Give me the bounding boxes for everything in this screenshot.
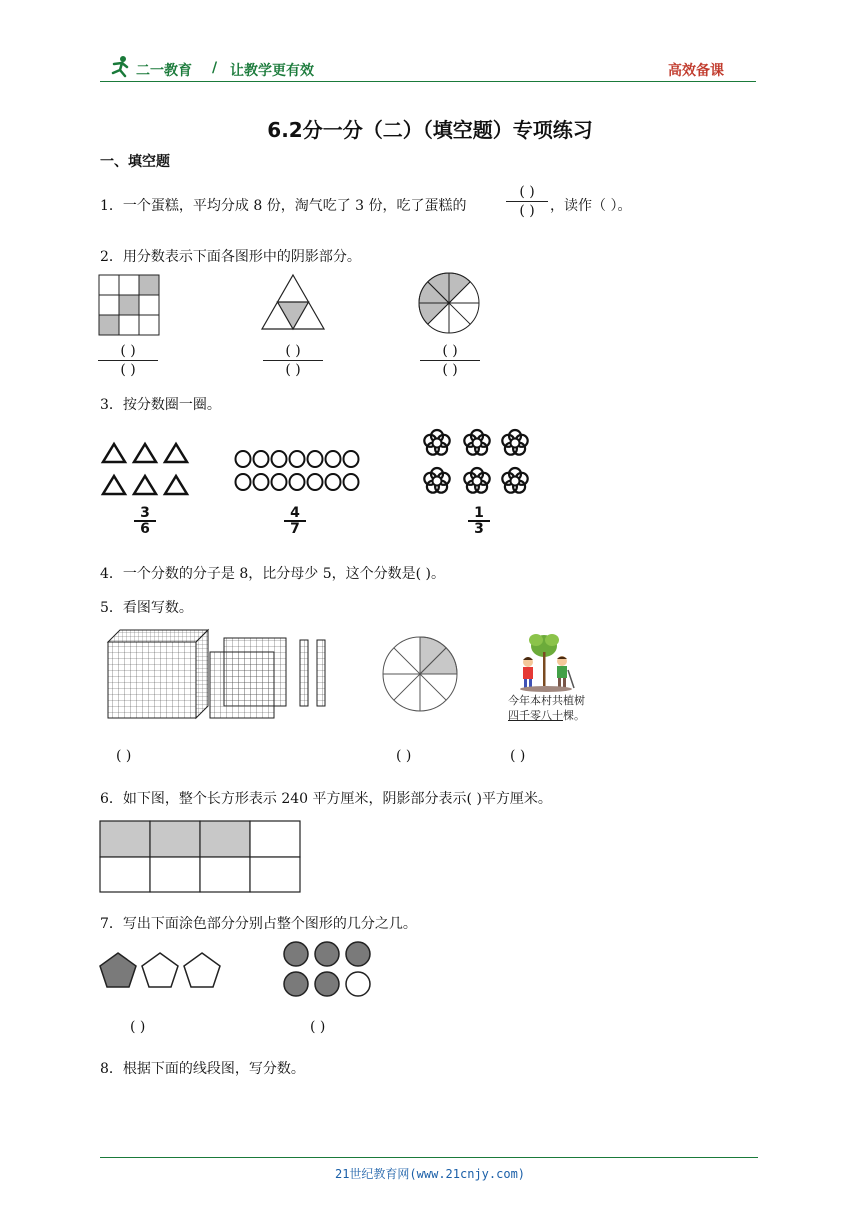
footer-text: 21世纪教育网(www.21cnjy.com) bbox=[334, 1167, 526, 1181]
question-7: 7．写出下面涂色部分分别占整个图形的几分之几。 bbox=[100, 916, 417, 932]
footer-divider bbox=[100, 1157, 758, 1158]
q6-rectangle-figure bbox=[99, 820, 303, 894]
q1-text: 1．一个蛋糕，平均分成 8 份，淘气吃了 3 份，吃了蛋糕的 bbox=[100, 198, 467, 214]
header-divider bbox=[100, 81, 756, 82]
q2-answer-2-den[interactable]: ( ) bbox=[285, 362, 301, 378]
q2-answer-1-den[interactable]: ( ) bbox=[120, 362, 136, 378]
question-2: 2．用分数表示下面各图形中的阴影部分。 bbox=[100, 249, 361, 265]
q3-fraction-2 bbox=[284, 506, 306, 536]
q3-fraction-1-den: 6 bbox=[140, 521, 150, 537]
brand-name: 二一教育 bbox=[136, 63, 192, 79]
section-heading: 一、填空题 bbox=[100, 154, 170, 170]
q2-answer-3-num[interactable]: ( ) bbox=[442, 343, 458, 359]
q3-fraction-1 bbox=[134, 506, 156, 536]
q1-numerator[interactable]: ( ) bbox=[519, 184, 535, 200]
q5-answer-2[interactable]: ( ) bbox=[396, 748, 412, 764]
header-slash: / bbox=[212, 60, 218, 76]
question-1 bbox=[100, 195, 467, 215]
question-3: 3．按分数圈一圈。 bbox=[100, 397, 221, 413]
q3-fraction-1-num: 3 bbox=[140, 505, 150, 521]
q2-grid-figure bbox=[98, 274, 160, 336]
q7-answer-1[interactable]: ( ) bbox=[130, 1019, 146, 1035]
q7-circles-figure bbox=[282, 940, 374, 1000]
page-title: 6.2分一分（二）（填空题）专项练习 bbox=[267, 118, 593, 142]
q3-fraction-2-num: 4 bbox=[290, 505, 300, 521]
q2-triangle-figure bbox=[260, 273, 326, 331]
q5-circle-figure bbox=[380, 634, 460, 714]
question-5: 5．看图写数。 bbox=[100, 600, 193, 616]
q1-tail: ，读作（ ）。 bbox=[550, 198, 632, 214]
q5-caption-line1: 今年本村共植树 bbox=[508, 694, 585, 707]
runner-logo-icon bbox=[106, 54, 132, 80]
q3-triangles-figure bbox=[100, 440, 190, 500]
q5-caption bbox=[508, 693, 585, 723]
q7-answer-2[interactable]: ( ) bbox=[310, 1019, 326, 1035]
q5-caption-underlined: 四千零八十 bbox=[508, 709, 563, 722]
header bbox=[100, 52, 760, 84]
q3-fraction-2-den: 7 bbox=[290, 521, 300, 537]
question-6: 6．如下图，整个长方形表示 240 平方厘米，阴影部分表示( )平方厘米。 bbox=[100, 791, 552, 807]
question-4: 4．一个分数的分子是 8，比分母少 5，这个分数是( )。 bbox=[100, 566, 445, 582]
q3-circles-figure bbox=[234, 448, 362, 494]
q3-flowers-figure bbox=[420, 426, 534, 502]
q5-blocks-figure bbox=[106, 628, 332, 720]
q5-tree-planting-illustration bbox=[516, 632, 596, 694]
q3-fraction-3-num: 1 bbox=[474, 505, 484, 521]
q5-caption-line2 bbox=[508, 708, 585, 723]
q2-answer-3-den[interactable]: ( ) bbox=[442, 362, 458, 378]
q2-answer-1-num[interactable]: ( ) bbox=[120, 343, 136, 359]
q1-fraction bbox=[506, 183, 548, 220]
q3-fraction-3-den: 3 bbox=[474, 521, 484, 537]
q2-answer-2-num[interactable]: ( ) bbox=[285, 343, 301, 359]
q2-answer-1[interactable] bbox=[98, 342, 158, 379]
q5-caption-tail: 棵。 bbox=[563, 709, 585, 722]
q5-answer-1[interactable]: ( ) bbox=[116, 748, 132, 764]
q2-answer-3[interactable] bbox=[420, 342, 480, 379]
question-8: 8．根据下面的线段图，写分数。 bbox=[100, 1061, 305, 1077]
q1-denominator[interactable]: ( ) bbox=[519, 203, 535, 219]
q2-answer-2[interactable] bbox=[263, 342, 323, 379]
q5-answer-3[interactable]: ( ) bbox=[510, 748, 526, 764]
header-slogan: 让教学更有效 bbox=[230, 63, 314, 79]
q7-pentagons-figure bbox=[98, 950, 224, 992]
q2-circle-figure bbox=[418, 272, 480, 334]
header-right-label: 高效备课 bbox=[668, 63, 724, 79]
q3-fraction-3 bbox=[468, 506, 490, 536]
